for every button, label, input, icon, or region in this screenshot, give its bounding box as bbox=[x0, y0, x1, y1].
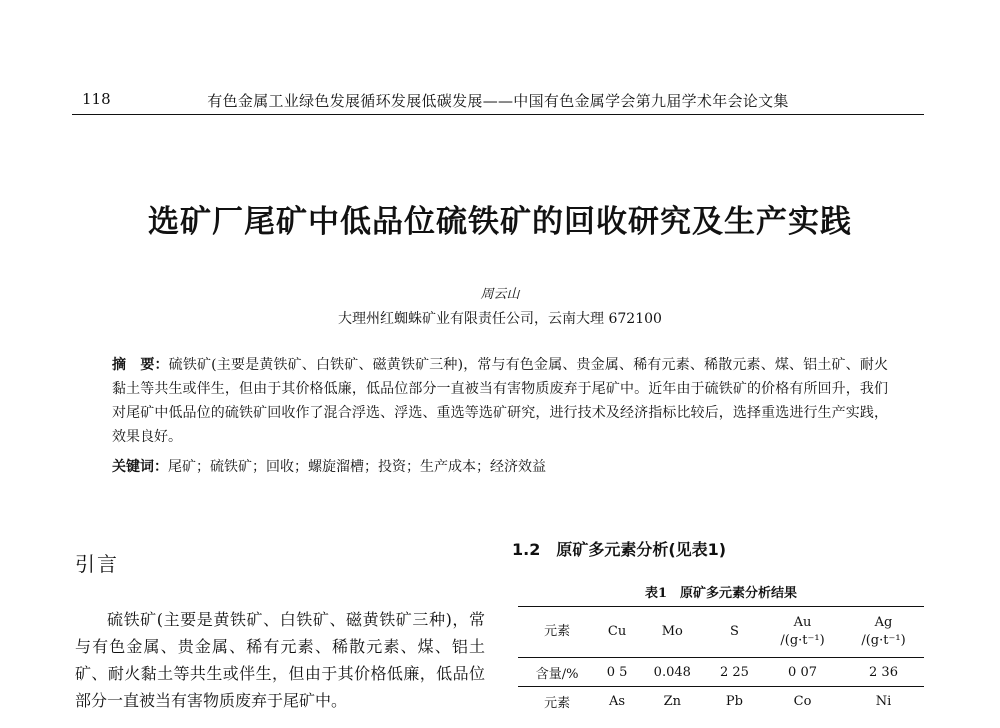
author-affiliation: 大理州红蜘蛛矿业有限责任公司，云南大理 672100 bbox=[338, 311, 662, 327]
table-cell: Cu bbox=[596, 607, 637, 658]
table-row bbox=[518, 687, 924, 716]
introduction-heading: 引言 bbox=[75, 552, 119, 576]
table-cell: Mo bbox=[638, 607, 707, 658]
abstract bbox=[112, 353, 888, 449]
section-heading-1-2: 1.2 原矿多元素分析(见表1) bbox=[512, 540, 727, 559]
table-caption: 表1 原矿多元素分析结果 bbox=[644, 586, 798, 601]
table-cell: 元素 bbox=[518, 607, 596, 658]
table-cell: Zn bbox=[663, 693, 681, 709]
abstract-label: 摘 要： bbox=[112, 357, 169, 373]
ag-symbol: Ag bbox=[874, 615, 893, 630]
table-cell: 0 07 bbox=[762, 658, 843, 687]
table-cell: 元素 bbox=[544, 695, 571, 711]
table-cell: S bbox=[707, 607, 762, 658]
au-symbol: Au bbox=[793, 615, 812, 630]
table-cell: 0 5 bbox=[596, 658, 637, 687]
header-rule bbox=[72, 114, 924, 115]
table-cell bbox=[843, 607, 924, 658]
ag-unit: /(g·t⁻¹) bbox=[861, 633, 906, 648]
table-row bbox=[518, 607, 924, 658]
introduction-body: 硫铁矿(主要是黄铁矿、白铁矿、磁黄铁矿三种)，常与有色金属、贵金属、稀有元素、稀散元素、煤、铝土矿、耐火黏土等共生或伴生，但由于其价格低廉，低品位部分一直被当有害物质废弃于尾矿中。 bbox=[75, 610, 485, 710]
table-cell: 0.048 bbox=[638, 658, 707, 687]
element-analysis-table bbox=[518, 606, 924, 715]
table-cell bbox=[762, 607, 843, 658]
table-row bbox=[518, 658, 924, 687]
author-name: 周云山 bbox=[480, 287, 520, 302]
table-cell: 含量/% bbox=[518, 658, 596, 687]
table-cell: As bbox=[609, 693, 626, 709]
keywords bbox=[112, 455, 888, 479]
au-unit: /(g·t⁻¹) bbox=[780, 633, 825, 648]
abstract-text: 硫铁矿(主要是黄铁矿、白铁矿、磁黄铁矿三种)，常与有色金属、贵金属、稀有元素、稀散元素、煤、铝土矿、耐火黏土等共生或伴生，但由于其价格低廉，低品位部分一直被当有害物质废弃于尾矿中。近年由于硫铁矿的价格有所回升，我们对尾矿中低品位的硫铁矿回收作了混合浮选、浮选、重选等选矿研究，进行技术及经济指标比较后，选择重选进行生产实践，效果良好。 bbox=[112, 357, 889, 445]
running-header bbox=[72, 86, 924, 110]
table-cell: 2 36 bbox=[843, 658, 924, 687]
running-title: 有色金属工业绿色发展循环发展低碳发展——中国有色金属学会第九届学术年会论文集 bbox=[207, 92, 789, 110]
table-cell: Ni bbox=[875, 693, 892, 709]
keywords-label: 关键词： bbox=[112, 459, 168, 475]
table-cell: Co bbox=[793, 693, 812, 709]
page-number: 118 bbox=[82, 90, 111, 108]
keywords-text: 尾矿；硫铁矿；回收；螺旋溜槽；投资；生产成本；经济效益 bbox=[168, 459, 546, 475]
paper-title: 选矿厂尾矿中低品位硫铁矿的回收研究及生产实践 bbox=[148, 204, 852, 240]
table-cell: 2 25 bbox=[707, 658, 762, 687]
table-cell: Pb bbox=[725, 693, 743, 709]
